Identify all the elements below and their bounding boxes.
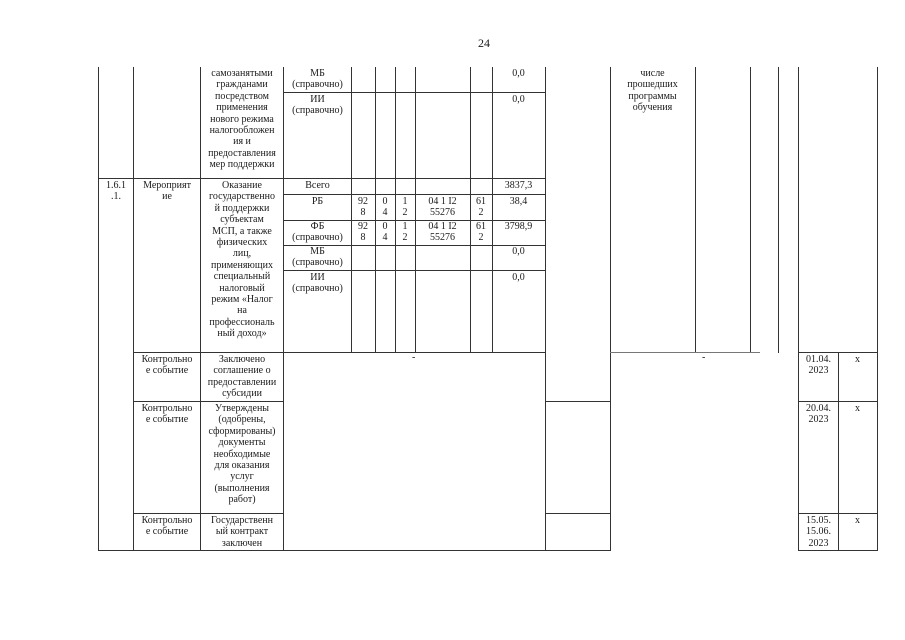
top-amount-mb: 0,0 bbox=[512, 68, 525, 79]
event-mark: x bbox=[855, 515, 860, 526]
financing-rz: 0 4 bbox=[382, 196, 388, 219]
financing-rz: 0 4 bbox=[382, 221, 388, 244]
event-date: 15.05. 15.06. 2023 bbox=[806, 515, 831, 549]
page-number: 24 bbox=[478, 36, 490, 50]
event-dash: - bbox=[702, 352, 706, 363]
financing-vr: 61 2 bbox=[476, 196, 486, 219]
event-date: 01.04. 2023 bbox=[806, 354, 831, 377]
top-description: самозанятыми гражданами посредством применения нового режима налогообложен ия и предоставления мер поддержки bbox=[208, 68, 276, 171]
financing-amount: 0,0 bbox=[512, 246, 525, 257]
financing-amount: 3837,3 bbox=[504, 180, 533, 191]
financing-grbs: 92 8 bbox=[358, 196, 368, 219]
financing-grbs: 92 8 bbox=[358, 221, 368, 244]
measure-description: Оказание государственно й поддержки субъектам МСП, а также физических лиц, применяющих специальный налоговый режим «Налог на профессиональ ный доход» bbox=[209, 180, 275, 340]
financing-source: МБ (справочно) bbox=[292, 246, 343, 269]
financing-vr: 61 2 bbox=[476, 221, 486, 244]
top-source-ii: ИИ (справочно) bbox=[292, 94, 343, 117]
financing-source: РБ bbox=[311, 196, 324, 207]
financing-amount: 38,4 bbox=[509, 196, 528, 207]
top-source-mb: МБ (справочно) bbox=[292, 68, 343, 91]
measure-type: Мероприят ие bbox=[143, 180, 191, 203]
financing-csr: 04 1 I2 55276 bbox=[428, 196, 457, 219]
financing-pr: 1 2 bbox=[402, 196, 408, 219]
financing-source: ФБ (справочно) bbox=[292, 221, 343, 244]
top-note: числе прошедших программы обучения bbox=[627, 68, 678, 114]
event-description: Утверждены (одобрены, сформированы) документы необходимые для оказания услуг (выполнения работ) bbox=[208, 403, 276, 506]
financing-amount: 3798,9 bbox=[504, 221, 533, 232]
event-type: Контрольно е событие bbox=[141, 515, 193, 538]
financing-source: ИИ (справочно) bbox=[292, 272, 343, 295]
event-mark: x bbox=[855, 354, 860, 365]
financing-source: Всего bbox=[305, 180, 330, 191]
financing-pr: 1 2 bbox=[402, 221, 408, 244]
event-description: Заключено соглашение о предоставлении субсидии bbox=[207, 354, 277, 400]
event-type: Контрольно е событие bbox=[141, 354, 193, 377]
event-dash: - bbox=[412, 352, 416, 363]
event-date: 20.04. 2023 bbox=[806, 403, 831, 426]
financing-csr: 04 1 I2 55276 bbox=[428, 221, 457, 244]
event-mark: x bbox=[855, 403, 860, 414]
event-type: Контрольно е событие bbox=[141, 403, 193, 426]
measure-number: 1.6.1 .1. bbox=[106, 180, 126, 203]
top-amount-ii: 0,0 bbox=[512, 94, 525, 105]
event-description: Государственн ый контракт заключен bbox=[211, 515, 273, 549]
financing-amount: 0,0 bbox=[512, 272, 525, 283]
